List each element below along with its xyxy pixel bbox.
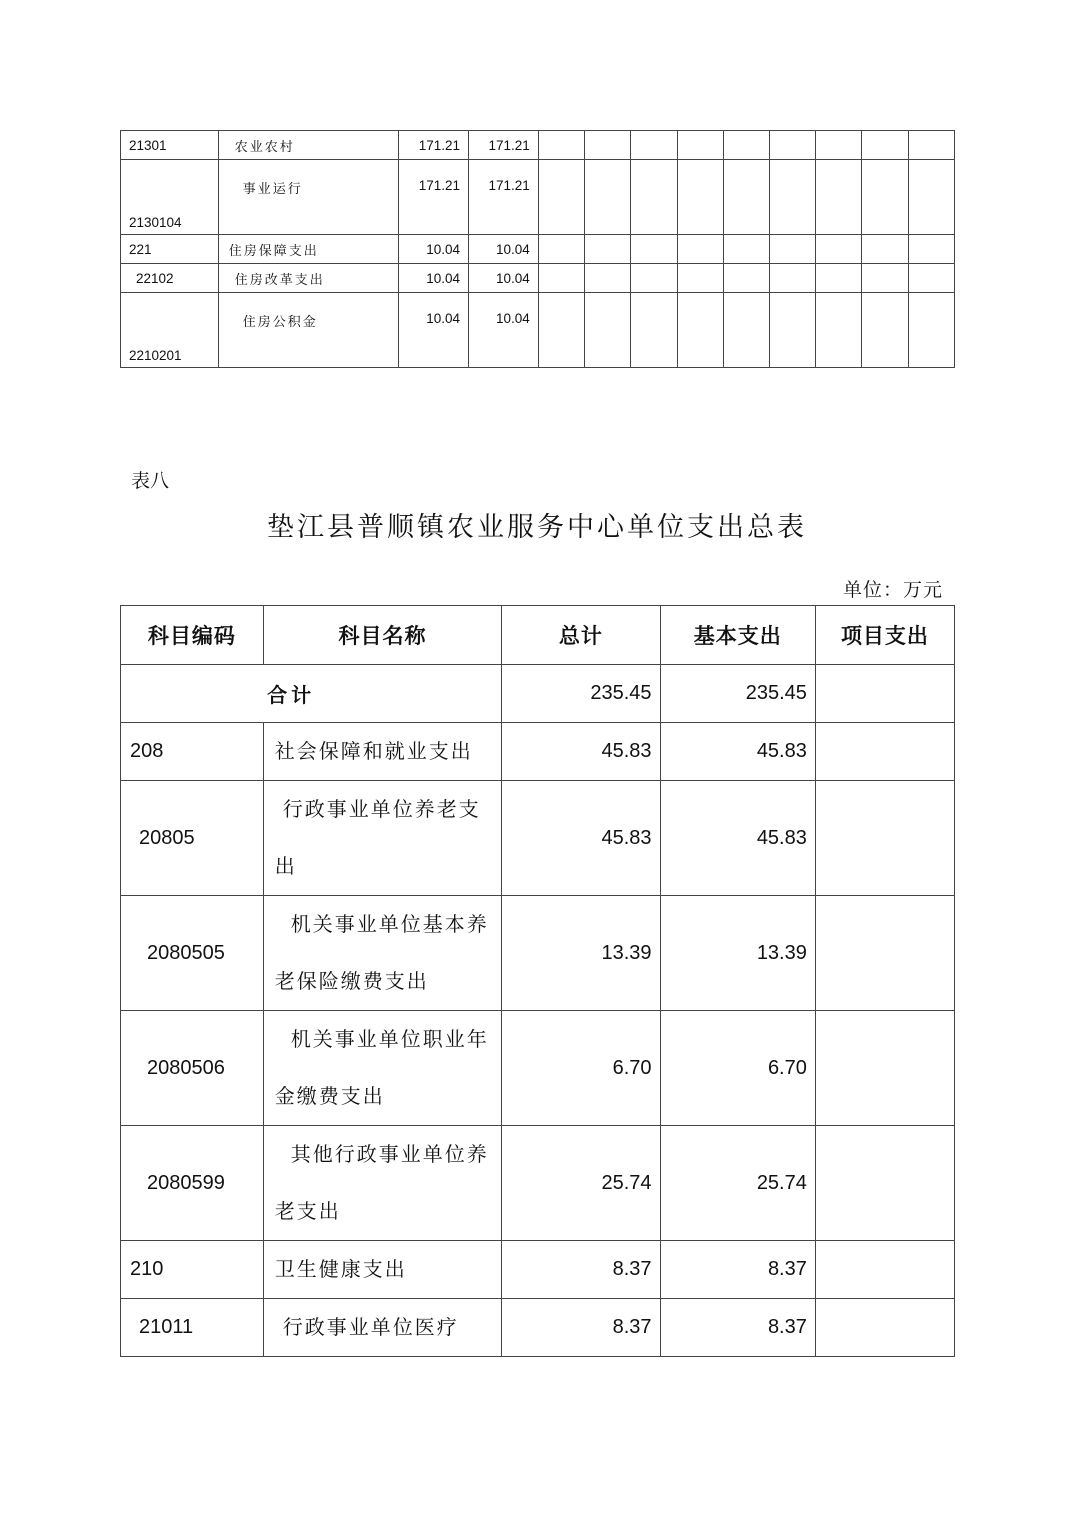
expense-table-continued (120, 130, 955, 368)
basic-value: 25.74 (660, 1126, 815, 1241)
subject-name-line: 机关事业单位职业年 (290, 1027, 489, 1051)
subject-code: 2080505 (121, 896, 264, 1011)
subject-name-line: 其他行政事业单位养 (290, 1142, 489, 1166)
total-value: 25.74 (502, 1126, 660, 1241)
subject-code: 22102 (121, 264, 219, 293)
empty-cell (908, 264, 954, 293)
empty-cell (723, 235, 769, 264)
subject-name-line: 社会保障和就业支出 (274, 739, 473, 763)
subject-name: 住房公积金 (218, 293, 398, 368)
basic-value: 8.37 (660, 1241, 815, 1299)
basic-value: 171.21 (469, 160, 539, 235)
empty-cell (677, 160, 723, 235)
empty-cell (723, 293, 769, 368)
empty-cell (816, 293, 862, 368)
document-title: 垫江县普顺镇农业服务中心单位支出总表 (267, 512, 807, 543)
project-value (815, 1241, 954, 1299)
table-row (121, 131, 955, 160)
unit-label: 单位：万元 (842, 579, 943, 601)
empty-cell (585, 160, 631, 235)
basic-value: 8.37 (660, 1299, 815, 1357)
table-row (121, 1011, 955, 1126)
empty-cell (631, 293, 677, 368)
empty-cell (538, 160, 584, 235)
empty-cell (677, 264, 723, 293)
empty-cell (816, 264, 862, 293)
basic-value: 235.45 (660, 665, 815, 723)
table-row (121, 723, 955, 781)
empty-cell (769, 160, 815, 235)
basic-value: 10.04 (469, 264, 539, 293)
basic-value: 45.83 (660, 781, 815, 896)
header-row (121, 606, 955, 665)
empty-cell (769, 235, 815, 264)
subject-name (263, 1241, 502, 1299)
total-value: 8.37 (502, 1241, 660, 1299)
empty-cell (769, 264, 815, 293)
subject-code: 21301 (121, 131, 219, 160)
empty-cell (862, 264, 908, 293)
total-value: 10.04 (399, 235, 469, 264)
subject-code: 221 (121, 235, 219, 264)
subject-code: 2130104 (121, 160, 219, 235)
total-value: 45.83 (502, 781, 660, 896)
subject-name: 农业农村 (218, 131, 398, 160)
basic-value: 171.21 (469, 131, 539, 160)
empty-cell (538, 264, 584, 293)
sum-row (121, 665, 955, 723)
empty-cell (538, 293, 584, 368)
header-project-expense: 项目支出 (815, 606, 954, 665)
table-row (121, 1299, 955, 1357)
table-number-label: 表八 (131, 470, 170, 492)
total-value: 45.83 (502, 723, 660, 781)
total-value: 171.21 (399, 131, 469, 160)
subject-name-line: 行政事业单位养老支 (282, 797, 481, 821)
empty-cell (816, 235, 862, 264)
subject-name-line: 老支出 (274, 1199, 341, 1223)
project-value (815, 1011, 954, 1126)
empty-cell (631, 264, 677, 293)
empty-cell (585, 235, 631, 264)
header-subject-name: 科目名称 (263, 606, 502, 665)
empty-cell (585, 264, 631, 293)
empty-cell (631, 235, 677, 264)
basic-value: 10.04 (469, 293, 539, 368)
project-value (815, 1126, 954, 1241)
table-row (121, 1126, 955, 1241)
empty-cell (908, 160, 954, 235)
empty-cell (631, 131, 677, 160)
subject-name (263, 1011, 502, 1126)
empty-cell (908, 235, 954, 264)
subject-code: 210 (121, 1241, 264, 1299)
subject-name-line: 卫生健康支出 (274, 1257, 407, 1281)
subject-name: 住房保障支出 (218, 235, 398, 264)
empty-cell (769, 293, 815, 368)
empty-cell (816, 131, 862, 160)
empty-cell (677, 235, 723, 264)
subject-code: 2210201 (121, 293, 219, 368)
subject-name-line: 老保险缴费支出 (274, 969, 429, 993)
empty-cell (769, 131, 815, 160)
total-value: 235.45 (502, 665, 660, 723)
total-value: 13.39 (502, 896, 660, 1011)
project-value (815, 781, 954, 896)
total-value: 6.70 (502, 1011, 660, 1126)
subject-name-line: 金缴费支出 (274, 1084, 385, 1108)
basic-value: 10.04 (469, 235, 539, 264)
table-row (121, 293, 955, 368)
empty-cell (908, 131, 954, 160)
subject-name (263, 723, 502, 781)
table-row (121, 1241, 955, 1299)
empty-cell (677, 293, 723, 368)
empty-cell (723, 160, 769, 235)
empty-cell (862, 160, 908, 235)
table-row (121, 160, 955, 235)
subject-name (263, 1126, 502, 1241)
empty-cell (677, 131, 723, 160)
empty-cell (723, 264, 769, 293)
total-value: 10.04 (399, 293, 469, 368)
empty-cell (862, 131, 908, 160)
total-value: 8.37 (502, 1299, 660, 1357)
table-row (121, 235, 955, 264)
subject-name-line: 出 (274, 854, 297, 878)
sum-label: 合计 (121, 665, 502, 723)
subject-name-line: 行政事业单位医疗 (282, 1315, 459, 1339)
empty-cell (908, 293, 954, 368)
empty-cell (585, 293, 631, 368)
empty-cell (816, 160, 862, 235)
project-value (815, 723, 954, 781)
subject-name (263, 896, 502, 1011)
basic-value: 13.39 (660, 896, 815, 1011)
subject-code: 21011 (121, 1299, 264, 1357)
basic-value: 6.70 (660, 1011, 815, 1126)
project-value (815, 1299, 954, 1357)
table-row (121, 896, 955, 1011)
expense-summary-table (120, 605, 955, 1357)
basic-value: 45.83 (660, 723, 815, 781)
empty-cell (862, 235, 908, 264)
subject-name (263, 781, 502, 896)
empty-cell (538, 235, 584, 264)
empty-cell (585, 131, 631, 160)
table-row (121, 781, 955, 896)
subject-name: 事业运行 (218, 160, 398, 235)
subject-name (263, 1299, 502, 1357)
total-value: 10.04 (399, 264, 469, 293)
subject-code: 2080599 (121, 1126, 264, 1241)
header-total: 总计 (502, 606, 660, 665)
header-subject-code: 科目编码 (121, 606, 264, 665)
empty-cell (723, 131, 769, 160)
subject-code: 208 (121, 723, 264, 781)
project-value (815, 896, 954, 1011)
empty-cell (862, 293, 908, 368)
table-row (121, 264, 955, 293)
header-basic-expense: 基本支出 (660, 606, 815, 665)
empty-cell (538, 131, 584, 160)
subject-name-line: 机关事业单位基本养 (290, 912, 489, 936)
subject-name: 住房改革支出 (218, 264, 398, 293)
subject-code: 2080506 (121, 1011, 264, 1126)
project-value (815, 665, 954, 723)
subject-code: 20805 (121, 781, 264, 896)
empty-cell (631, 160, 677, 235)
total-value: 171.21 (399, 160, 469, 235)
